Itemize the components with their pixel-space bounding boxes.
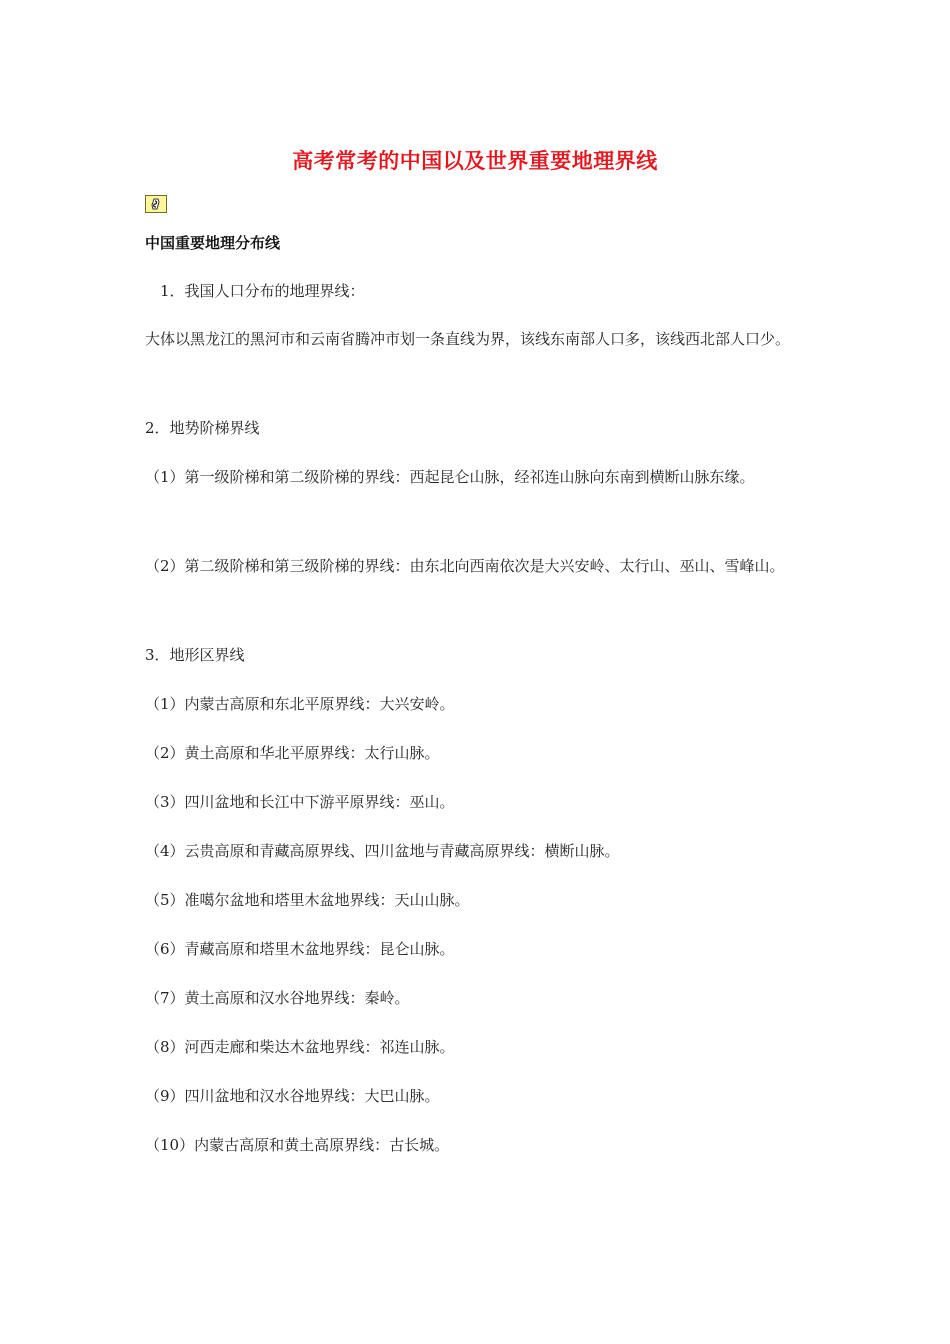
list-item: （9）四川盆地和汉水谷地界线：大巴山脉。 bbox=[145, 1087, 440, 1105]
list-item: （8）河西走廊和柴达木盆地界线：祁连山脉。 bbox=[145, 1038, 455, 1056]
paragraph-terrain-step-2: （2）第二级阶梯和第三级阶梯的界线：由东北向西南依次是大兴安岭、太行山、巫山、雪峰山。 bbox=[145, 557, 785, 575]
document-title: 高考常考的中国以及世界重要地理界线 bbox=[292, 148, 658, 173]
document-attachment-icon[interactable] bbox=[145, 195, 167, 213]
list-item: （4）云贵高原和青藏高原界线、四川盆地与青藏高原界线：横断山脉。 bbox=[145, 842, 620, 860]
section-heading: 中国重要地理分布线 bbox=[145, 234, 281, 252]
paragraph-terrain-step-1: （1）第一级阶梯和第二级阶梯的界线：西起昆仑山脉，经祁连山脉向东南到横断山脉东缘。 bbox=[145, 468, 755, 486]
paragraph-landform-heading: 3．地形区界线 bbox=[145, 646, 245, 664]
document-attachment-icon-glyph bbox=[146, 196, 166, 212]
list-item: （1）内蒙古高原和东北平原界线：大兴安岭。 bbox=[145, 695, 455, 713]
paragraph-terrain-steps-heading: 2．地势阶梯界线 bbox=[145, 419, 260, 437]
paragraph-population-heading: 1．我国人口分布的地理界线： bbox=[160, 282, 365, 300]
list-item: （7）黄土高原和汉水谷地界线：秦岭。 bbox=[145, 989, 410, 1007]
list-item: （5）准噶尔盆地和塔里木盆地界线：天山山脉。 bbox=[145, 891, 470, 909]
list-item: （6）青藏高原和塔里木盆地界线：昆仑山脉。 bbox=[145, 940, 455, 958]
list-item: （10）内蒙古高原和黄土高原界线：古长城。 bbox=[145, 1136, 450, 1154]
paragraph-population-line: 大体以黑龙江的黑河市和云南省腾冲市划一条直线为界，该线东南部人口多，该线西北部人口少。 bbox=[145, 330, 791, 348]
list-item: （3）四川盆地和长江中下游平原界线：巫山。 bbox=[145, 793, 455, 811]
list-item: （2）黄土高原和华北平原界线：太行山脉。 bbox=[145, 744, 440, 762]
